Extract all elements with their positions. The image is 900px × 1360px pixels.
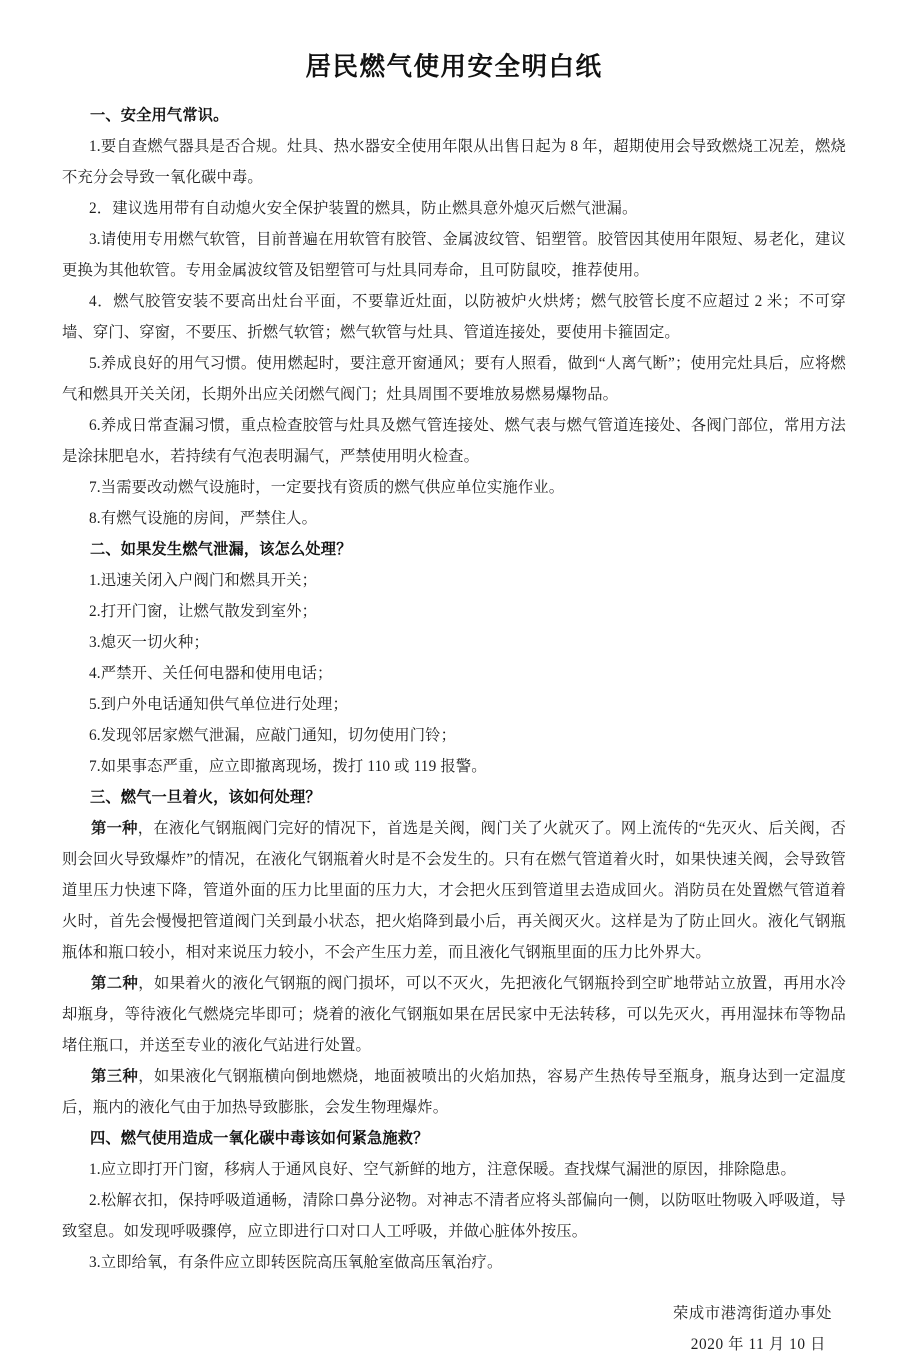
section-1 xyxy=(62,100,846,534)
document-footer xyxy=(62,1298,846,1360)
section-4 xyxy=(62,1123,846,1278)
section-heading-2: 二、如果发生燃气泄漏，该怎么处理？ xyxy=(90,541,352,559)
section-2-item-5: 5.到户外电话通知供气单位进行处理； xyxy=(89,696,348,714)
section-2-item-7: 7.如果事态严重，应立即撤离现场，拨打 110 或 119 报警。 xyxy=(89,758,487,776)
section-4-item-3: 3.立即给氧，有条件应立即转医院高压氧舱室做高压氧治疗。 xyxy=(89,1254,503,1272)
page-title: 居民燃气使用安全明白纸 xyxy=(305,52,603,81)
section-3 xyxy=(62,782,846,1123)
section-2-item-4: 4.严禁开、关任何电器和使用电话； xyxy=(89,665,333,683)
section-2 xyxy=(62,534,846,782)
section-3-paragraph-1-lead: 第一种 xyxy=(91,820,138,838)
section-2-item-2: 2.打开门窗，让燃气散发到室外； xyxy=(89,603,318,621)
section-3-paragraph-1-text: ，在液化气钢瓶阀门完好的情况下，首选是关阀，阀门关了火就灭了。网上流传的“先灭火、后关阀，否则会回火导致爆炸”的情况，在液化气钢瓶着火时是不会发生的。只有在燃气管道着火时，如果快速关阀，会导致管道里压力快速下降，管道外面的压力比里面的压力大，才会把火压到管道里去造成回火。消防员在处置燃气管道着火时，首先会慢慢把管道阀门关到最小状态，把火焰降到最小后，再关阀灭火。这样是为了防止回火。液化气钢瓶瓶体和瓶口较小，相对来说压力较小，不会产生压力差，而且液化气钢瓶里面的压力比外界大。 xyxy=(62,820,846,962)
section-3-paragraph-2-text: ，如果着火的液化气钢瓶的阀门损坏，可以不灭火，先把液化气钢瓶拎到空旷地带站立放置，再用水冷却瓶身，等待液化气燃烧完毕即可；烧着的液化气钢瓶如果在居民家中无法转移，可以先灭火，再用湿抹布等物品堵住瓶口，并送至专业的液化气站进行处置。 xyxy=(62,975,846,1055)
section-1-item-3: 3.请使用专用燃气软管，目前普遍在用软管有胶管、金属波纹管、铝塑管。胶管因其使用年限短、易老化，建议更换为其他软管。专用金属波纹管及铝塑管可与灶具同寿命，且可防鼠咬，推荐使用。 xyxy=(62,231,846,280)
section-2-item-3: 3.熄灭一切火种； xyxy=(89,634,209,652)
footer-date: 2020 年 11 月 10 日 xyxy=(690,1336,826,1354)
section-2-item-6: 6.发现邻居家燃气泄漏，应敲门通知，切勿使用门铃； xyxy=(89,727,457,745)
section-1-item-8: 8.有燃气设施的房间，严禁住人。 xyxy=(89,510,318,528)
section-3-paragraph-2-lead: 第二种 xyxy=(91,975,139,993)
section-3-paragraph-3-lead: 第三种 xyxy=(91,1068,139,1086)
document-body xyxy=(62,48,846,1360)
section-2-item-1: 1.迅速关闭入户阀门和燃具开关； xyxy=(89,572,318,590)
section-1-item-5: 5.养成良好的用气习惯。使用燃起时，要注意开窗通风；要有人照看，做到“人离气断”；使用完灶具后，应将燃气和燃具开关关闭，长期外出应关闭燃气阀门；灶具周围不要堆放易燃易爆物品。 xyxy=(62,355,846,404)
section-3-paragraph-1 xyxy=(62,813,846,968)
section-1-item-7: 7.当需要改动燃气设施时，一定要找有资质的燃气供应单位实施作业。 xyxy=(89,479,565,497)
section-1-item-4: 4．燃气胶管安装不要高出灶台平面，不要靠近灶面，以防被炉火烘烤；燃气胶管长度不应超过 2 米；不可穿墙、穿门、穿窗，不要压、折燃气软管；燃气软管与灶具、管道连接处，要使用卡箍固定。 xyxy=(62,293,846,342)
section-4-item-2: 2.松解衣扣，保持呼吸道通畅，清除口鼻分泌物。对神志不清者应将头部偏向一侧，以防呕吐物吸入呼吸道，导致窒息。如发现呼吸骤停，应立即进行口对口人工呼吸，并做心脏体外按压。 xyxy=(62,1192,846,1241)
section-heading-1: 一、安全用气常识。 xyxy=(90,107,229,125)
section-3-paragraph-3-text: ，如果液化气钢瓶横向倒地燃烧，地面被喷出的火焰加热，容易产生热传导至瓶身，瓶身达到一定温度后，瓶内的液化气由于加热导致膨胀，会发生物理爆炸。 xyxy=(62,1068,846,1117)
section-1-item-2: 2．建议选用带有自动熄火安全保护装置的燃具，防止燃具意外熄灭后燃气泄漏。 xyxy=(89,200,638,218)
section-heading-3: 三、燃气一旦着火，该如何处理？ xyxy=(90,789,321,807)
footer-organization: 荣成市港湾街道办事处 xyxy=(673,1305,832,1323)
section-3-paragraph-3 xyxy=(62,1061,846,1123)
section-heading-4: 四、燃气使用造成一氧化碳中毒该如何紧急施救？ xyxy=(90,1130,429,1148)
section-4-item-1: 1.应立即打开门窗，移病人于通风良好、空气新鲜的地方，注意保暖。查找煤气漏泄的原因，排除隐患。 xyxy=(89,1161,796,1179)
section-1-item-1: 1.要自查燃气器具是否合规。灶具、热水器安全使用年限从出售日起为 8 年，超期使用会导致燃烧工况差，燃烧不充分会导致一氧化碳中毒。 xyxy=(62,138,846,187)
section-3-paragraph-2 xyxy=(62,968,846,1061)
section-1-item-6: 6.养成日常查漏习惯，重点检查胶管与灶具及燃气管连接处、燃气表与燃气管道连接处、各阀门部位，常用方法是涂抹肥皂水，若持续有气泡表明漏气，严禁使用明火检查。 xyxy=(62,417,846,466)
